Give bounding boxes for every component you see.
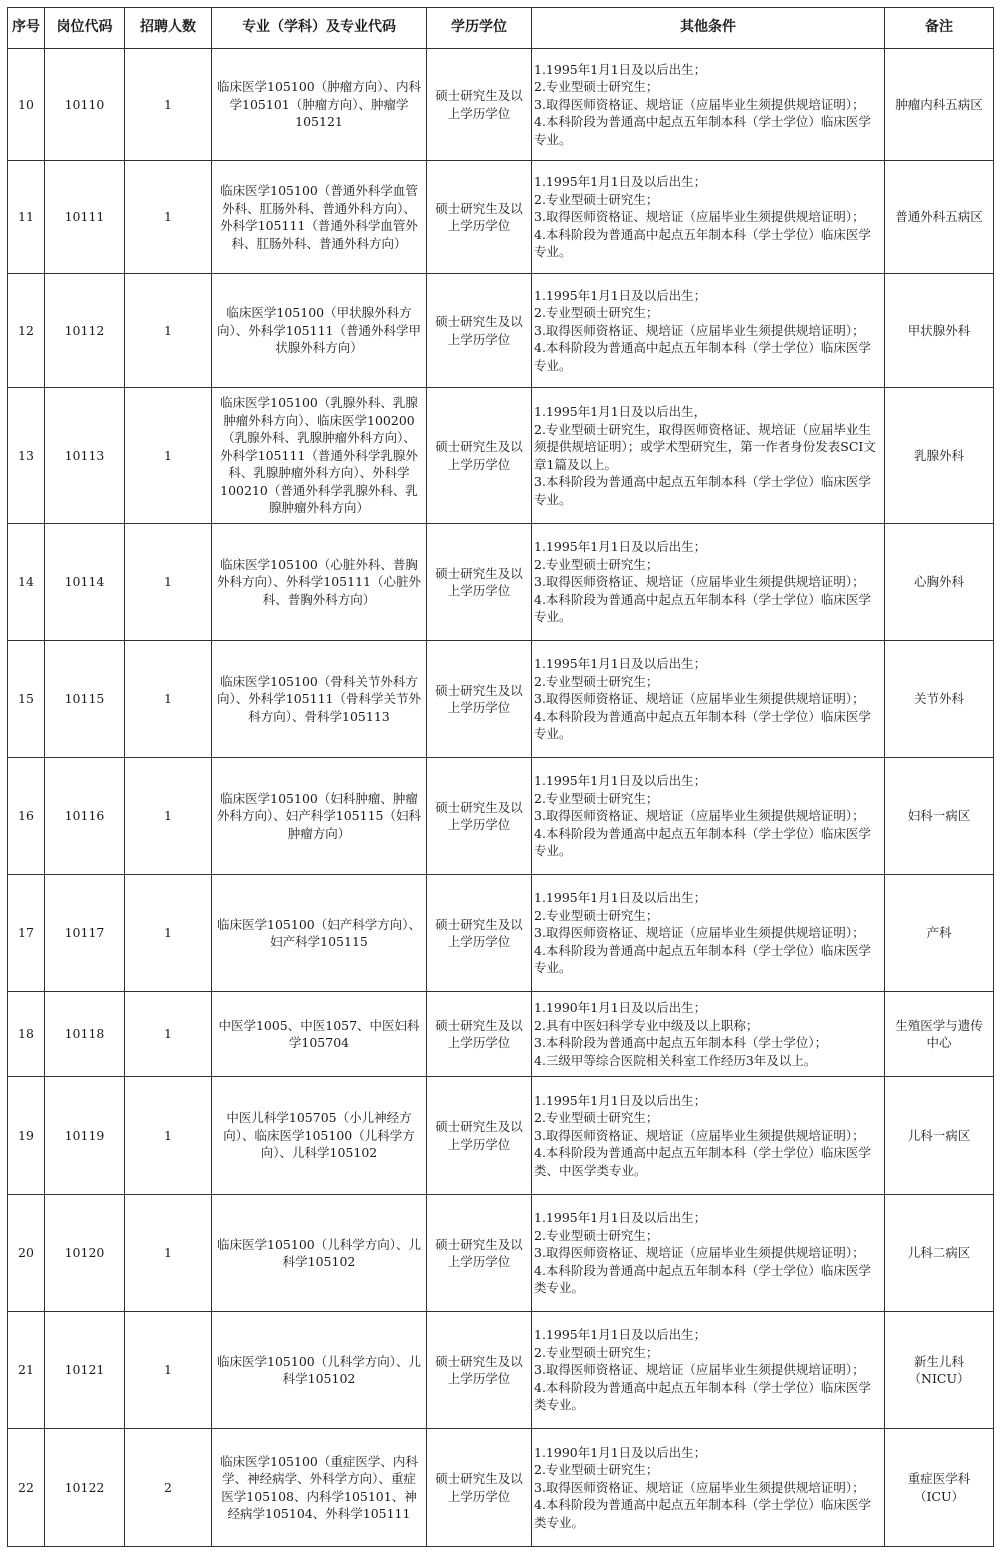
headcount-cell: 1: [125, 992, 212, 1077]
table-row: [8, 1429, 994, 1547]
note-cell: 肿瘤内科五病区: [885, 49, 994, 161]
condition-line: 4.本科阶段为普通高中起点五年制本科（学士学位）临床医学专业。: [534, 942, 871, 976]
headcount-cell: 1: [125, 524, 212, 641]
note-cell: 甲状腺外科: [885, 274, 994, 388]
conditions-cell: [532, 49, 885, 161]
post-code-cell: 10115: [45, 641, 125, 758]
condition-line: 4.本科阶段为普通高中起点五年制本科（学士学位）临床医学类专业。: [534, 1497, 871, 1530]
table-row: [8, 992, 994, 1077]
condition-line: 2.专业型硕士研究生；: [534, 907, 659, 923]
condition-line: 2.专业型硕士研究生，取得医师资格证、规培证（应届毕业生须提供规培证明）；或学术型研究生，第一作者身份发表SCI文章1篇及以上。: [534, 421, 876, 472]
header-degree: 学历学位: [427, 8, 532, 49]
degree-cell: 硕士研究生及以上学历学位: [427, 1195, 532, 1312]
condition-line: 4.本科阶段为普通高中起点五年制本科（学士学位）临床医学专业。: [534, 825, 871, 859]
degree-cell: 硕士研究生及以上学历学位: [427, 49, 532, 161]
seq-cell: 22: [8, 1429, 45, 1547]
degree-cell: 硕士研究生及以上学历学位: [427, 641, 532, 758]
table-row: [8, 1077, 994, 1195]
conditions-cell: [532, 875, 885, 992]
major-cell: 临床医学105100（骨科关节外科方向）、外科学105111（骨科学关节外科方向）、骨科学105113: [212, 641, 427, 758]
condition-line: 3.取得医师资格证、规培证（应届毕业生须提供规培证明）；: [534, 1362, 865, 1378]
degree-cell: 硕士研究生及以上学历学位: [427, 1312, 532, 1429]
major-cell: 临床医学105100（普通外科学血管外科、肛肠外科、普通外科方向）、外科学105111（普通外科学血管外科、肛肠外科、普通外科方向）: [212, 161, 427, 274]
header-conditions: 其他条件: [532, 8, 885, 49]
degree-cell: 硕士研究生及以上学历学位: [427, 1077, 532, 1195]
table-row: [8, 758, 994, 875]
table-body: [8, 49, 994, 1547]
major-cell: 临床医学105100（肿瘤方向）、内科学105101（肿瘤方向）、肿瘤学105121: [212, 49, 427, 161]
note-cell: 新生儿科（NICU）: [885, 1312, 994, 1429]
headcount-cell: 1: [125, 1077, 212, 1195]
post-code-cell: 10118: [45, 992, 125, 1077]
condition-line: 1.1995年1月1日及以后出生；: [534, 1327, 707, 1343]
condition-line: 2.专业型硕士研究生；: [534, 1462, 659, 1478]
degree-cell: 硕士研究生及以上学历学位: [427, 274, 532, 388]
conditions-cell: [532, 274, 885, 388]
condition-line: 3.取得医师资格证、规培证（应届毕业生须提供规培证明）；: [534, 808, 865, 824]
conditions-cell: [532, 1429, 885, 1547]
seq-cell: 21: [8, 1312, 45, 1429]
note-cell: 产科: [885, 875, 994, 992]
table-row: [8, 875, 994, 992]
condition-line: 4.本科阶段为普通高中起点五年制本科（学士学位）临床医学类专业。: [534, 1379, 871, 1413]
post-code-cell: 10114: [45, 524, 125, 641]
major-cell: 临床医学105100（妇科肿瘤、肿瘤外科方向）、妇产科学105115（妇科肿瘤方向）: [212, 758, 427, 875]
condition-line: 4.本科阶段为普通高中起点五年制本科（学士学位）临床医学类、中医学类专业。: [534, 1145, 871, 1178]
headcount-cell: 1: [125, 758, 212, 875]
note-cell: 儿科一病区: [885, 1077, 994, 1195]
header-post-code: 岗位代码: [45, 8, 125, 49]
post-code-cell: 10121: [45, 1312, 125, 1429]
table-header-row: [8, 8, 994, 49]
condition-line: 1.1995年1月1日及以后出生；: [534, 890, 707, 906]
headcount-cell: 1: [125, 1195, 212, 1312]
condition-line: 2.专业型硕士研究生；: [534, 673, 659, 689]
table-row: [8, 49, 994, 161]
condition-line: 1.1995年1月1日及以后出生；: [534, 539, 707, 555]
condition-line: 3.取得医师资格证、规培证（应届毕业生须提供规培证明）；: [534, 925, 865, 941]
header-seq: 序号: [8, 8, 45, 49]
conditions-cell: [532, 758, 885, 875]
condition-line: 4.本科阶段为普通高中起点五年制本科（学士学位）临床医学专业。: [534, 340, 871, 373]
conditions-cell: [532, 1312, 885, 1429]
condition-line: 4.本科阶段为普通高中起点五年制本科（学士学位）临床医学专业。: [534, 114, 871, 147]
header-major: 专业（学科）及专业代码: [212, 8, 427, 49]
note-cell: 生殖医学与遗传中心: [885, 992, 994, 1077]
note-cell: 重症医学科（ICU）: [885, 1429, 994, 1547]
condition-line: 1.1995年1月1日及以后出生；: [534, 174, 707, 190]
condition-line: 4.本科阶段为普通高中起点五年制本科（学士学位）临床医学专业。: [534, 591, 871, 625]
major-cell: 临床医学105100（甲状腺外科方向）、外科学105111（普通外科学甲状腺外科方向）: [212, 274, 427, 388]
condition-line: 3.本科阶段为普通高中起点五年制本科（学士学位）临床医学专业。: [534, 474, 871, 507]
conditions-cell: [532, 388, 885, 524]
note-cell: 关节外科: [885, 641, 994, 758]
seq-cell: 20: [8, 1195, 45, 1312]
condition-line: 3.取得医师资格证、规培证（应届毕业生须提供规培证明）；: [534, 1479, 865, 1495]
post-code-cell: 10120: [45, 1195, 125, 1312]
headcount-cell: 1: [125, 641, 212, 758]
headcount-cell: 1: [125, 1312, 212, 1429]
condition-line: 1.1995年1月1日及以后出生；: [534, 1210, 707, 1226]
seq-cell: 14: [8, 524, 45, 641]
post-code-cell: 10112: [45, 274, 125, 388]
table-row: [8, 641, 994, 758]
condition-line: 1.1995年1月1日及以后出生，: [534, 404, 707, 419]
table-row: [8, 388, 994, 524]
note-cell: 儿科二病区: [885, 1195, 994, 1312]
note-cell: 心胸外科: [885, 524, 994, 641]
condition-line: 2.专业型硕士研究生；: [534, 191, 659, 207]
conditions-cell: [532, 992, 885, 1077]
seq-cell: 11: [8, 161, 45, 274]
degree-cell: 硕士研究生及以上学历学位: [427, 875, 532, 992]
recruitment-table: [7, 7, 994, 1547]
table-row: [8, 524, 994, 641]
headcount-cell: 1: [125, 388, 212, 524]
condition-line: 1.1995年1月1日及以后出生；: [534, 61, 707, 77]
note-cell: 乳腺外科: [885, 388, 994, 524]
headcount-cell: 1: [125, 875, 212, 992]
seq-cell: 16: [8, 758, 45, 875]
condition-line: 4.本科阶段为普通高中起点五年制本科（学士学位）临床医学专业。: [534, 708, 871, 742]
conditions-cell: [532, 524, 885, 641]
headcount-cell: 2: [125, 1429, 212, 1547]
condition-line: 2.专业型硕士研究生；: [534, 556, 659, 572]
degree-cell: 硕士研究生及以上学历学位: [427, 161, 532, 274]
post-code-cell: 10119: [45, 1077, 125, 1195]
condition-line: 2.专业型硕士研究生；: [534, 1227, 659, 1243]
major-cell: 临床医学105100（儿科学方向）、儿科学105102: [212, 1312, 427, 1429]
seq-cell: 10: [8, 49, 45, 161]
degree-cell: 硕士研究生及以上学历学位: [427, 758, 532, 875]
seq-cell: 13: [8, 388, 45, 524]
condition-line: 4.三级甲等综合医院相关科室工作经历3年及以上。: [534, 1052, 817, 1068]
condition-line: 2.专业型硕士研究生；: [534, 79, 659, 95]
condition-line: 3.取得医师资格证、规培证（应届毕业生须提供规培证明）；: [534, 209, 865, 225]
conditions-cell: [532, 1077, 885, 1195]
condition-line: 2.专业型硕士研究生；: [534, 1110, 659, 1126]
degree-cell: 硕士研究生及以上学历学位: [427, 1429, 532, 1547]
condition-line: 1.1995年1月1日及以后出生；: [534, 287, 707, 303]
condition-line: 1.1990年1月1日及以后出生；: [534, 1000, 707, 1015]
headcount-cell: 1: [125, 161, 212, 274]
conditions-cell: [532, 161, 885, 274]
condition-line: 2.专业型硕士研究生；: [534, 1344, 659, 1360]
condition-line: 4.本科阶段为普通高中起点五年制本科（学士学位）临床医学专业。: [534, 226, 871, 260]
degree-cell: 硕士研究生及以上学历学位: [427, 992, 532, 1077]
note-cell: 妇科一病区: [885, 758, 994, 875]
seq-cell: 15: [8, 641, 45, 758]
headcount-cell: 1: [125, 274, 212, 388]
degree-cell: 硕士研究生及以上学历学位: [427, 388, 532, 524]
condition-line: 2.专业型硕士研究生；: [534, 790, 659, 806]
condition-line: 2.专业型硕士研究生；: [534, 305, 659, 321]
table-row: [8, 161, 994, 274]
conditions-cell: [532, 1195, 885, 1312]
condition-line: 3.取得医师资格证、规培证（应届毕业生须提供规培证明）；: [534, 322, 865, 338]
condition-line: 4.本科阶段为普通高中起点五年制本科（学士学位）临床医学类专业。: [534, 1262, 871, 1296]
seq-cell: 19: [8, 1077, 45, 1195]
post-code-cell: 10117: [45, 875, 125, 992]
major-cell: 临床医学105100（重症医学、内科学、神经病学、外科学方向）、重症医学105108、内科学105101、神经病学105104、外科学105111: [212, 1429, 427, 1547]
condition-line: 3.本科阶段为普通高中起点五年制本科（学士学位）；: [534, 1035, 828, 1050]
condition-line: 1.1995年1月1日及以后出生；: [534, 1092, 707, 1108]
post-code-cell: 10116: [45, 758, 125, 875]
major-cell: 临床医学105100（儿科学方向）、儿科学105102: [212, 1195, 427, 1312]
conditions-cell: [532, 641, 885, 758]
degree-cell: 硕士研究生及以上学历学位: [427, 524, 532, 641]
condition-line: 1.1995年1月1日及以后出生；: [534, 656, 707, 672]
seq-cell: 17: [8, 875, 45, 992]
table-row: [8, 274, 994, 388]
post-code-cell: 10111: [45, 161, 125, 274]
major-cell: 中医儿科学105705（小儿神经方向）、临床医学105100（儿科学方向）、儿科学105102: [212, 1077, 427, 1195]
condition-line: 1.1990年1月1日及以后出生；: [534, 1444, 707, 1460]
post-code-cell: 10113: [45, 388, 125, 524]
note-cell: 普通外科五病区: [885, 161, 994, 274]
condition-line: 2.具有中医妇科学专业中级及以上职称；: [534, 1017, 759, 1033]
table-row: [8, 1312, 994, 1429]
major-cell: 临床医学105100（乳腺外科、乳腺肿瘤外科方向）、临床医学100200（乳腺外科、乳腺肿瘤外科方向）、外科学105111（普通外科学乳腺外科、乳腺肿瘤外科方向）、外科学100210（普通外科学乳腺外科、乳腺肿瘤外科方向）: [212, 388, 427, 524]
seq-cell: 12: [8, 274, 45, 388]
major-cell: 中医学1005、中医1057、中医妇科学105704: [212, 992, 427, 1077]
post-code-cell: 10110: [45, 49, 125, 161]
header-headcount: 招聘人数: [125, 8, 212, 49]
condition-line: 3.取得医师资格证、规培证（应届毕业生须提供规培证明）；: [534, 691, 865, 707]
condition-line: 1.1995年1月1日及以后出生；: [534, 773, 707, 789]
condition-line: 3.取得医师资格证、规培证（应届毕业生须提供规培证明）；: [534, 1127, 865, 1143]
condition-line: 3.取得医师资格证、规培证（应届毕业生须提供规培证明）；: [534, 1245, 865, 1261]
major-cell: 临床医学105100（妇产科学方向）、妇产科学105115: [212, 875, 427, 992]
seq-cell: 18: [8, 992, 45, 1077]
table-row: [8, 1195, 994, 1312]
post-code-cell: 10122: [45, 1429, 125, 1547]
condition-line: 3.取得医师资格证、规培证（应届毕业生须提供规培证明）；: [534, 574, 865, 590]
header-note: 备注: [885, 8, 994, 49]
condition-line: 3.取得医师资格证、规培证（应届毕业生须提供规培证明）；: [534, 96, 865, 112]
headcount-cell: 1: [125, 49, 212, 161]
major-cell: 临床医学105100（心脏外科、普胸外科方向）、外科学105111（心脏外科、普胸外科方向）: [212, 524, 427, 641]
